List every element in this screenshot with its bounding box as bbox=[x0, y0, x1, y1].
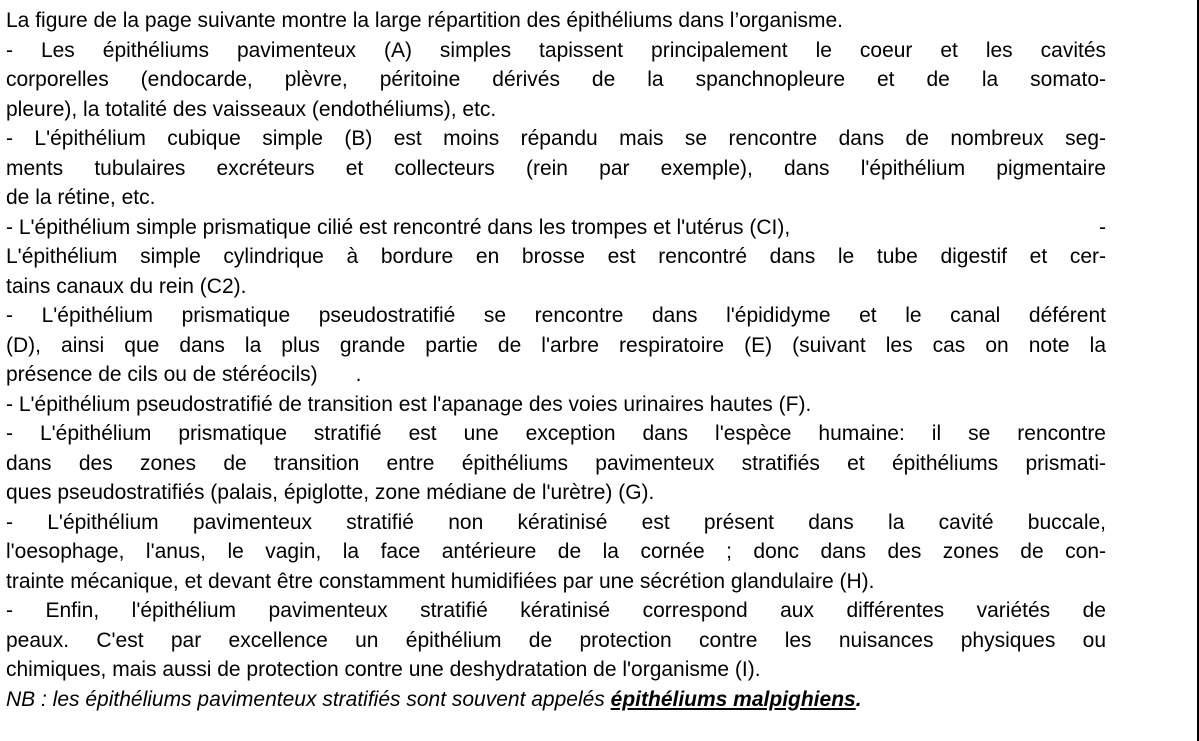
trailing-dash: - bbox=[1099, 215, 1106, 239]
text-line: - L'épithélium prismatique pseudostratifié se rencontre dans l'épididyme et le canal déférent bbox=[6, 304, 1106, 327]
text-line: tains canaux du rein (C2). bbox=[6, 274, 247, 298]
nb-note bbox=[6, 685, 1106, 715]
text-line: - L'épithélium cubique simple (B) est moins répandu mais se rencontre dans de nombreux seg- bbox=[6, 127, 1106, 150]
text-line: de la rétine, etc. bbox=[6, 186, 156, 209]
text-line: chimiques, mais aussi de protection contre une deshydratation de l'organisme (I). bbox=[6, 658, 761, 681]
text-line: l'oesophage, l'anus, le vagin, la face antérieure de la cornée ; donc dans des zones de con- bbox=[6, 540, 1106, 563]
text-line-with-dash bbox=[6, 213, 1106, 243]
text-line: - Enfin, l'épithélium pavimenteux stratifié kératinisé correspond aux différentes variétés de bbox=[6, 599, 1106, 622]
text-line: - L'épithélium prismatique stratifié est une exception dans l'espèce humaine: il se rencontre bbox=[6, 422, 1106, 445]
text-line: - L'épithélium pseudostratifié de transition est l'apanage des voies urinaires hautes (F). bbox=[6, 392, 812, 416]
text-line: trainte mécanique, et devant être constamment humidifiées par une sécrétion glandulaire (H). bbox=[6, 569, 875, 593]
text-line-with-dot bbox=[6, 360, 1106, 390]
nb-suffix: . bbox=[855, 687, 862, 711]
text-line: corporelles (endocarde, plèvre, péritoine dérivés de la spanchnopleure et de la somato- bbox=[6, 68, 1106, 91]
text-line: présence de cils ou de stéréocils) bbox=[6, 363, 318, 386]
text-line: ments tubulaires excréteurs et collecteurs (rein par exemple), dans l'épithélium pigmentaire bbox=[6, 156, 1106, 180]
text-line: (D), ainsi que dans la plus grande partie de l'arbre respiratoire (E) (suivant les cas on note la bbox=[6, 333, 1106, 357]
text-line: - Les épithéliums pavimenteux (A) simples tapissent principalement le coeur et les cavités bbox=[6, 38, 1106, 62]
text-line: ques pseudostratifiés (palais, épiglotte, zone médiane de l'urètre) (G). bbox=[6, 481, 655, 504]
nb-term: épithéliums malpighiens bbox=[610, 687, 856, 711]
document-body bbox=[6, 6, 1106, 714]
text-line: dans des zones de transition entre épithéliums pavimenteux stratifiés et épithéliums prismati- bbox=[6, 451, 1106, 475]
text-line: peaux. C'est par excellence un épithélium de protection contre les nuisances physiques ou bbox=[6, 628, 1106, 652]
text-line: - L'épithélium pavimenteux stratifié non kératinisé est présent dans la cavité buccale, bbox=[6, 510, 1106, 534]
nb-prefix: NB : les épithéliums pavimenteux stratifiés sont souvent appelés bbox=[6, 687, 611, 711]
stray-dot: . bbox=[355, 363, 362, 386]
text-line: pleure), la totalité des vaisseaux (endothéliums), etc. bbox=[6, 97, 497, 121]
text-line: La figure de la page suivante montre la large répartition des épithéliums dans l’organisme. bbox=[6, 9, 843, 32]
text-line: L'épithélium simple cylindrique à bordure en brosse est rencontré dans le tube digestif et cer- bbox=[6, 245, 1106, 268]
text-line: - L'épithélium simple prismatique cilié est rencontré dans les trompes et l'utérus (CI), bbox=[6, 215, 791, 239]
